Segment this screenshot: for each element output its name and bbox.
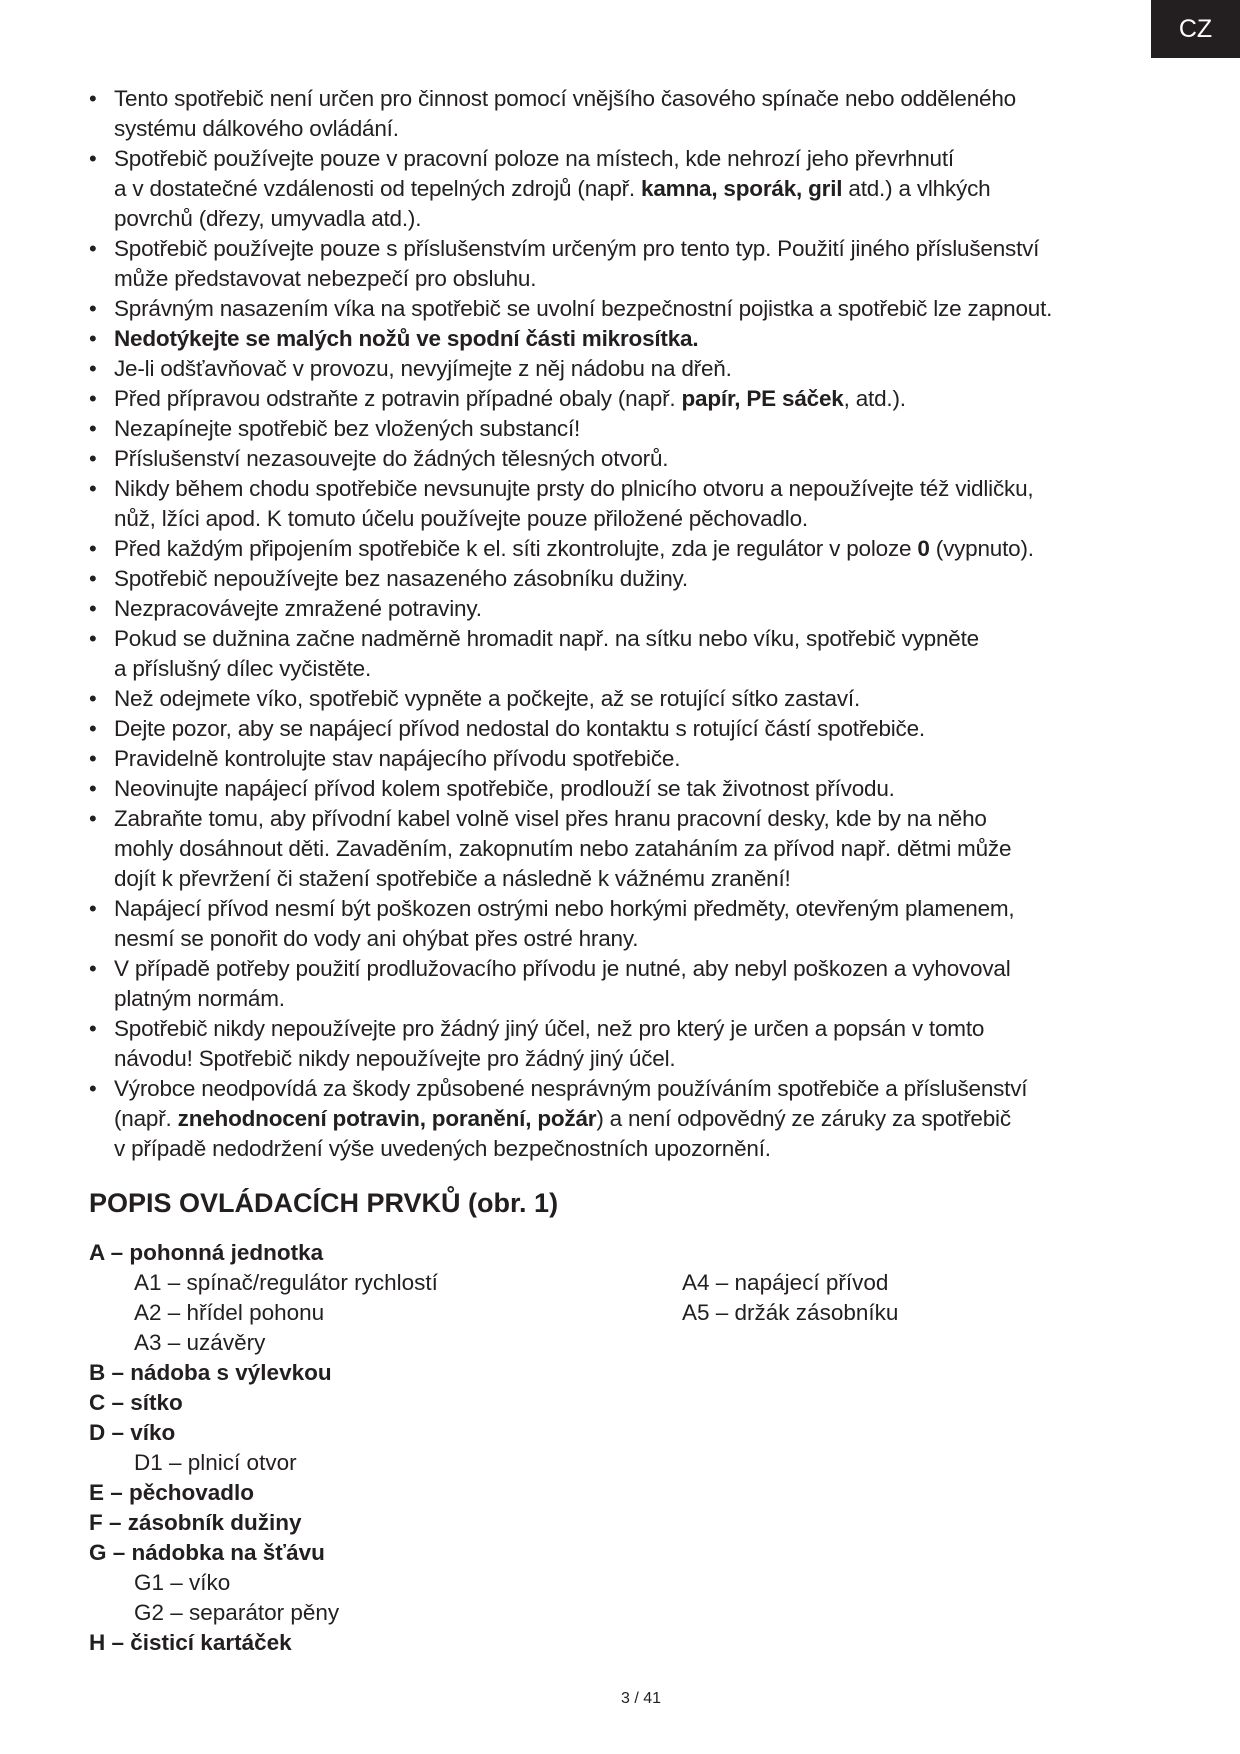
text-line	[114, 1134, 1169, 1164]
bullet-icon: •	[89, 476, 97, 501]
text-line	[114, 744, 1169, 774]
bullet-icon: •	[89, 446, 97, 471]
text-line	[114, 774, 1169, 804]
text-segment: Je-li odšťavňovač v provozu, nevyjímejte z něj nádobu na dřeň.	[114, 356, 732, 381]
list-item	[89, 354, 1169, 384]
text-segment: může představovat nebezpečí pro obsluhu.	[114, 266, 537, 291]
text-line	[114, 294, 1169, 324]
text-line	[114, 804, 1169, 834]
text-segment: platným normám.	[114, 986, 285, 1011]
list-item	[89, 444, 1169, 474]
text-segment: 0	[917, 536, 930, 561]
safety-bullet-list	[89, 84, 1169, 1164]
bullet-icon: •	[89, 326, 97, 351]
part-label: G – nádobka na šťávu	[89, 1540, 325, 1565]
part-label: H – čisticí kartáček	[89, 1630, 292, 1655]
text-segment: (vypnuto).	[929, 536, 1034, 561]
page-number: 3 / 41	[620, 1690, 662, 1707]
text-segment: V případě potřeby použití prodlužovacího přívodu je nutné, aby nebyl poškozen a vyhovoval	[114, 956, 1011, 981]
bullet-icon: •	[89, 386, 97, 411]
bullet-icon: •	[89, 896, 97, 921]
part-label: C – sítko	[89, 1390, 183, 1415]
text-line	[114, 174, 1169, 204]
list-item	[89, 744, 1169, 774]
text-line	[114, 384, 1169, 414]
subpart-label: D1 – plnicí otvor	[134, 1450, 297, 1475]
text-segment: v případě nedodržení výše uvedených bezpečnostních upozornění.	[114, 1136, 771, 1161]
list-item	[89, 1014, 1169, 1074]
text-segment: Neovinujte napájecí přívod kolem spotřebiče, prodlouží se tak životnost přívodu.	[114, 776, 895, 801]
text-line	[114, 714, 1169, 744]
text-line	[114, 354, 1169, 384]
parts-list	[89, 1238, 438, 1658]
text-line	[114, 1014, 1169, 1044]
text-segment: mohly dosáhnout děti. Zavaděním, zakopnutím nebo zataháním za přívod např. dětmi může	[114, 836, 1012, 861]
part-label: A – pohonná jednotka	[89, 1240, 324, 1265]
list-item	[89, 774, 1169, 804]
text-line	[114, 654, 1169, 684]
part-label: E – pěchovadlo	[89, 1480, 255, 1505]
part-label: D – víko	[89, 1420, 176, 1445]
subpart-label: A4 – napájecí přívod	[682, 1270, 889, 1295]
bullet-icon: •	[89, 776, 97, 801]
bullet-icon: •	[89, 146, 97, 171]
subpart-label: G2 – separátor pěny	[134, 1600, 340, 1625]
list-item	[89, 384, 1169, 414]
text-segment: Napájecí přívod nesmí být poškozen ostrými nebo horkými předměty, otevřeným plamenem,	[114, 896, 1015, 921]
bullet-icon: •	[89, 1016, 97, 1041]
text-line	[114, 534, 1169, 564]
text-line	[114, 324, 1169, 354]
text-line	[114, 684, 1169, 714]
list-item	[89, 234, 1169, 294]
bullet-icon: •	[89, 356, 97, 381]
text-line	[114, 504, 1169, 534]
text-line	[114, 924, 1169, 954]
text-segment: ) a není odpovědný ze záruky za spotřebič	[596, 1106, 1011, 1131]
text-line	[114, 234, 1169, 264]
bullet-icon: •	[89, 536, 97, 561]
text-segment: Pokud se dužnina začne nadměrně hromadit např. na sítku nebo víku, spotřebič vypněte	[114, 626, 979, 651]
text-segment: Než odejmete víko, spotřebič vypněte a počkejte, až se rotující sítko zastaví.	[114, 686, 861, 711]
bullet-icon: •	[89, 86, 97, 111]
text-segment: , atd.).	[843, 386, 906, 411]
text-line	[114, 834, 1169, 864]
text-segment: Spotřebič nikdy nepoužívejte pro žádný jiný účel, než pro který je určen a popsán v tomto	[114, 1016, 985, 1041]
text-segment: a v dostatečné vzdálenosti od tepelných zdrojů (např.	[114, 176, 642, 201]
text-segment: atd.) a vlhkých	[842, 176, 991, 201]
section-title: POPIS OVLÁDACÍCH PRVKŮ (obr. 1)	[89, 1188, 559, 1218]
parts-list-column-2	[682, 1268, 898, 1328]
text-line	[114, 264, 1169, 294]
text-line	[114, 84, 1169, 114]
text-segment: Příslušenství nezasouvejte do žádných tělesných otvorů.	[114, 446, 669, 471]
bullet-icon: •	[89, 1076, 97, 1101]
text-line	[114, 594, 1169, 624]
text-segment: Před přípravou odstraňte z potravin případné obaly (např.	[114, 386, 682, 411]
text-line	[114, 894, 1169, 924]
bullet-icon: •	[89, 416, 97, 441]
text-segment: návodu! Spotřebič nikdy nepoužívejte pro žádný jiný účel.	[114, 1046, 676, 1071]
list-item	[89, 324, 1169, 354]
subpart-label: A5 – držák zásobníku	[682, 1300, 899, 1325]
list-item	[89, 474, 1169, 534]
bullet-icon: •	[89, 716, 97, 741]
text-line	[114, 564, 1169, 594]
list-item	[89, 144, 1169, 234]
list-item	[89, 414, 1169, 444]
text-line	[114, 444, 1169, 474]
bullet-icon: •	[89, 296, 97, 321]
text-segment: papír, PE sáček	[681, 386, 844, 411]
text-line	[114, 144, 1169, 174]
text-line	[114, 984, 1169, 1014]
bullet-icon: •	[89, 956, 97, 981]
text-segment: nesmí se ponořit do vody ani ohýbat přes ostré hrany.	[114, 926, 639, 951]
text-segment: Tento spotřebič není určen pro činnost pomocí vnějšího časového spínače nebo odděleného	[114, 86, 1016, 111]
list-item	[89, 594, 1169, 624]
bullet-icon: •	[89, 686, 97, 711]
language-tab: CZ	[1151, 0, 1240, 58]
list-item	[89, 1074, 1169, 1164]
text-segment: povrchů (dřezy, umyvadla atd.).	[114, 206, 422, 231]
text-line	[114, 474, 1169, 504]
list-item	[89, 564, 1169, 594]
text-line	[114, 1104, 1169, 1134]
text-segment: Před každým připojením spotřebiče k el. síti zkontrolujte, zda je regulátor v poloze	[114, 536, 918, 561]
text-line	[114, 414, 1169, 444]
text-segment: (např.	[114, 1106, 178, 1131]
text-segment: Dejte pozor, aby se napájecí přívod nedostal do kontaktu s rotující částí spotřebiče.	[114, 716, 925, 741]
list-item	[89, 684, 1169, 714]
text-line	[114, 624, 1169, 654]
subpart-label: A2 – hřídel pohonu	[134, 1300, 325, 1325]
text-line	[114, 1044, 1169, 1074]
list-item	[89, 954, 1169, 1014]
bullet-icon: •	[89, 806, 97, 831]
part-label: B – nádoba s výlevkou	[89, 1360, 332, 1385]
text-segment: Výrobce neodpovídá za škody způsobené nesprávným používáním spotřebiče a příslušenství	[114, 1076, 1028, 1101]
text-line	[114, 204, 1169, 234]
list-item	[89, 294, 1169, 324]
text-segment: a příslušný dílec vyčistěte.	[114, 656, 372, 681]
subpart-label: A3 – uzávěry	[134, 1330, 266, 1355]
text-segment: kamna, sporák, gril	[641, 176, 843, 201]
text-line	[114, 1074, 1169, 1104]
subpart-label: A1 – spínač/regulátor rychlostí	[134, 1270, 438, 1295]
text-segment: Nedotýkejte se malých nožů ve spodní části mikrosítka.	[114, 326, 699, 351]
text-segment: Nikdy během chodu spotřebiče nevsunujte prsty do plnicího otvoru a nepoužívejte též vidličku,	[114, 476, 1034, 501]
text-segment: Spotřebič používejte pouze s příslušenstvím určeným pro tento typ. Použití jiného příslušenství	[114, 236, 1040, 261]
bullet-icon: •	[89, 596, 97, 621]
list-item	[89, 804, 1169, 894]
text-line	[114, 954, 1169, 984]
text-segment: dojít k převržení či stažení spotřebiče a následně k vážnému zranění!	[114, 866, 791, 891]
text-segment: systému dálkového ovládání.	[114, 116, 399, 141]
text-line	[114, 864, 1169, 894]
part-label: F – zásobník dužiny	[89, 1510, 302, 1535]
text-line	[114, 114, 1169, 144]
bullet-icon: •	[89, 566, 97, 591]
list-item	[89, 624, 1169, 684]
text-segment: Nezpracovávejte zmražené potraviny.	[114, 596, 482, 621]
text-segment: Spotřebič nepoužívejte bez nasazeného zásobníku dužiny.	[114, 566, 688, 591]
text-segment: Spotřebič používejte pouze v pracovní poloze na místech, kde nehrozí jeho převrhnutí	[114, 146, 954, 171]
list-item	[89, 84, 1169, 144]
list-item	[89, 894, 1169, 954]
text-segment: Pravidelně kontrolujte stav napájecího přívodu spotřebiče.	[114, 746, 681, 771]
bullet-icon: •	[89, 236, 97, 261]
text-segment: Nezapínejte spotřebič bez vložených substancí!	[114, 416, 581, 441]
list-item	[89, 714, 1169, 744]
text-segment: nůž, lžíci apod. K tomuto účelu používejte pouze přiložené pěchovadlo.	[114, 506, 808, 531]
subpart-label: G1 – víko	[134, 1570, 231, 1595]
bullet-icon: •	[89, 746, 97, 771]
text-segment: Správným nasazením víka na spotřebič se uvolní bezpečnostní pojistka a spotřebič lze zapnout.	[114, 296, 1053, 321]
bullet-icon: •	[89, 626, 97, 651]
text-segment: znehodnocení potravin, poranění, požár	[177, 1106, 597, 1131]
list-item	[89, 534, 1169, 564]
text-segment: Zabraňte tomu, aby přívodní kabel volně visel přes hranu pracovní desky, kde by na něho	[114, 806, 987, 831]
